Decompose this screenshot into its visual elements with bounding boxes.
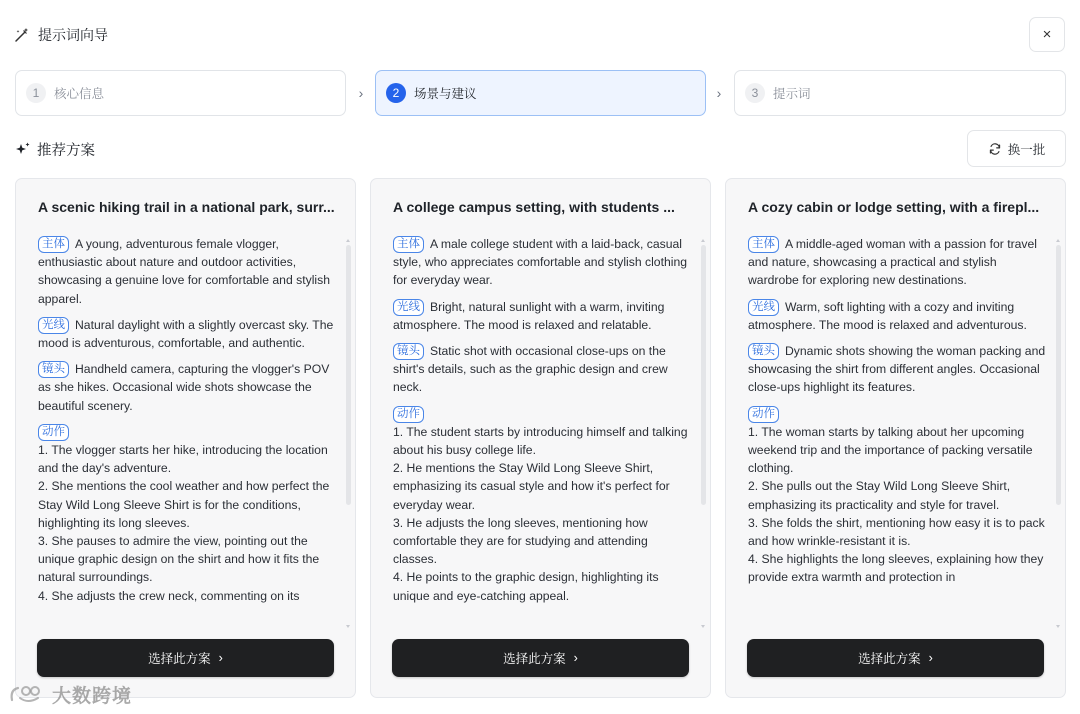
step-scene-suggestions[interactable] bbox=[375, 70, 706, 116]
chevron-right-icon: › bbox=[928, 651, 933, 665]
camera-text: Handheld camera, capturing the vlogger's POV as she hikes. Occasional wide shots showcase the beautiful scenery. bbox=[38, 362, 330, 413]
lighting-section bbox=[748, 298, 1048, 334]
tag-camera: 镜头 bbox=[393, 343, 424, 360]
tag-lighting: 光线 bbox=[393, 299, 424, 316]
camera-section bbox=[393, 342, 693, 397]
refresh-icon bbox=[988, 142, 1002, 156]
action-section bbox=[38, 423, 338, 605]
lighting-section bbox=[38, 316, 338, 352]
camera-text: Static shot with occasional close-ups on the shirt's details, such as the graphic design and crew neck. bbox=[393, 344, 668, 395]
action-line: 1. The woman starts by talking about her upcoming weekend trip and the importance of packing versatile clothing. bbox=[748, 424, 1033, 476]
scrollbar-thumb[interactable] bbox=[1056, 245, 1061, 505]
dialog-title: 提示词向导 bbox=[38, 27, 108, 43]
refresh-label: 换一批 bbox=[1007, 142, 1046, 157]
tag-subject: 主体 bbox=[393, 236, 424, 253]
subject-section bbox=[38, 235, 338, 308]
refresh-batch-button[interactable] bbox=[967, 130, 1066, 167]
watermark-text: 大数跨境 bbox=[52, 685, 133, 707]
magic-wand-icon bbox=[14, 27, 30, 43]
step-label: 场景与建议 bbox=[414, 87, 477, 101]
step-core-info[interactable] bbox=[15, 70, 346, 116]
wizard-steps bbox=[15, 70, 1066, 117]
dialog-header bbox=[14, 22, 108, 48]
scroll-down-arrow[interactable] bbox=[346, 625, 350, 628]
recommendation-card bbox=[15, 178, 356, 698]
tag-lighting: 光线 bbox=[38, 317, 69, 334]
scroll-up-arrow[interactable] bbox=[346, 239, 350, 242]
step-number: 2 bbox=[386, 83, 406, 103]
chevron-right-icon: › bbox=[218, 651, 223, 665]
select-plan-button[interactable] bbox=[392, 639, 689, 677]
tag-subject: 主体 bbox=[748, 236, 779, 253]
action-line: 4. She adjusts the crew neck, commenting on its bbox=[38, 588, 300, 603]
chevron-right-icon: › bbox=[358, 85, 364, 101]
card-title: A cozy cabin or lodge setting, with a firepl... bbox=[748, 199, 1040, 215]
lighting-text: Bright, natural sunlight with a warm, inviting atmosphere. The mood is relaxed and relatable. bbox=[393, 299, 665, 332]
action-line: 4. She highlights the long sleeves, explaining how they provide extra warmth and protection in bbox=[748, 552, 1044, 585]
camera-section bbox=[748, 342, 1048, 397]
camera-text: Dynamic shots showing the woman packing and showcasing the shirt from different angles. Occasional close-ups highlight its features. bbox=[748, 344, 1046, 395]
action-line: 3. She folds the shirt, mentioning how easy it is to pack and how wrinkle-resistant it is. bbox=[748, 515, 1045, 549]
scrollbar-thumb[interactable] bbox=[346, 245, 351, 505]
scroll-down-arrow[interactable] bbox=[1056, 625, 1060, 628]
tag-lighting: 光线 bbox=[748, 299, 779, 316]
select-plan-label: 选择此方案 bbox=[858, 652, 921, 666]
select-plan-label: 选择此方案 bbox=[148, 652, 211, 666]
scroll-down-arrow[interactable] bbox=[701, 625, 705, 628]
subject-section bbox=[748, 235, 1048, 290]
camera-section bbox=[38, 360, 338, 415]
sparkle-icon bbox=[15, 141, 31, 157]
subject-text: A middle-aged woman with a passion for travel and nature, showcasing a practical and stylish wardrobe for exploring new destinations. bbox=[748, 237, 1038, 288]
recommendation-card bbox=[725, 178, 1066, 698]
card-body[interactable] bbox=[38, 235, 338, 627]
chevron-right-icon: › bbox=[716, 85, 722, 101]
card-title: A scenic hiking trail in a national park, surr... bbox=[38, 199, 335, 215]
tag-camera: 镜头 bbox=[748, 343, 779, 360]
card-body[interactable] bbox=[393, 235, 693, 627]
tag-camera: 镜头 bbox=[38, 361, 69, 378]
watermark bbox=[8, 680, 132, 708]
step-number: 3 bbox=[745, 83, 765, 103]
action-line: 3. He adjusts the long sleeves, mentioning how comfortable they are for studying and attending classes. bbox=[393, 515, 648, 567]
lighting-section bbox=[393, 298, 693, 334]
action-section bbox=[748, 405, 1048, 587]
recommendations-title: 推荐方案 bbox=[37, 142, 95, 159]
recommendations-heading bbox=[15, 138, 95, 160]
action-section bbox=[393, 405, 693, 605]
action-line: 1. The student starts by introducing himself and talking about his busy college life. bbox=[393, 424, 688, 458]
action-line: 1. The vlogger starts her hike, introducing the location and the day's adventure. bbox=[38, 443, 328, 476]
scroll-up-arrow[interactable] bbox=[701, 239, 705, 242]
select-plan-label: 选择此方案 bbox=[503, 652, 566, 666]
subject-text: A young, adventurous female vlogger, enthusiastic about nature and outdoor activities, showcasing a genuine love for comfortable and stylish apparel. bbox=[38, 237, 330, 306]
scroll-up-arrow[interactable] bbox=[1056, 239, 1060, 242]
select-plan-button[interactable] bbox=[747, 639, 1044, 677]
select-plan-button[interactable] bbox=[37, 639, 334, 677]
step-label: 核心信息 bbox=[54, 87, 105, 101]
step-label: 提示词 bbox=[773, 87, 811, 101]
tag-action: 动作 bbox=[38, 424, 69, 441]
chevron-right-icon: › bbox=[573, 651, 578, 665]
card-body[interactable] bbox=[748, 235, 1048, 627]
action-line: 2. She mentions the cool weather and how perfect the Stay Wild Long Sleeve Shirt is for the conditions, highlighting its long sleeves. bbox=[38, 479, 330, 530]
recommendation-card bbox=[370, 178, 711, 698]
scrollbar-thumb[interactable] bbox=[701, 245, 706, 505]
close-button[interactable] bbox=[1029, 17, 1065, 52]
tag-action: 动作 bbox=[393, 406, 424, 423]
action-line: 4. He points to the graphic design, highlighting its unique and eye-catching appeal. bbox=[393, 570, 659, 603]
subject-text: A male college student with a laid-back, casual style, who appreciates comfortable and stylish clothing for everyday wear. bbox=[393, 237, 688, 288]
watermark-logo-icon bbox=[8, 682, 48, 706]
action-line: 2. She pulls out the Stay Wild Long Sleeve Shirt, emphasizing its practicality and style for travel. bbox=[748, 479, 1011, 512]
step-number: 1 bbox=[26, 83, 46, 103]
action-line: 2. He mentions the Stay Wild Long Sleeve Shirt, emphasizing its casual style and how it's perfect for everyday wear. bbox=[393, 461, 670, 512]
subject-section bbox=[393, 235, 693, 290]
lighting-text: Warm, soft lighting with a cozy and inviting atmosphere. The mood is relaxed and adventurous. bbox=[748, 299, 1027, 332]
close-icon: × bbox=[1042, 26, 1052, 43]
tag-action: 动作 bbox=[748, 406, 779, 423]
action-line: 3. She pauses to admire the view, pointing out the unique graphic design on the shirt and how it fits the natural surroundings. bbox=[38, 534, 320, 585]
lighting-text: Natural daylight with a slightly overcast sky. The mood is adventurous, comfortable, and authentic. bbox=[38, 317, 334, 351]
tag-subject: 主体 bbox=[38, 236, 69, 253]
step-prompt[interactable] bbox=[734, 70, 1066, 116]
card-title: A college campus setting, with students ... bbox=[393, 199, 675, 215]
